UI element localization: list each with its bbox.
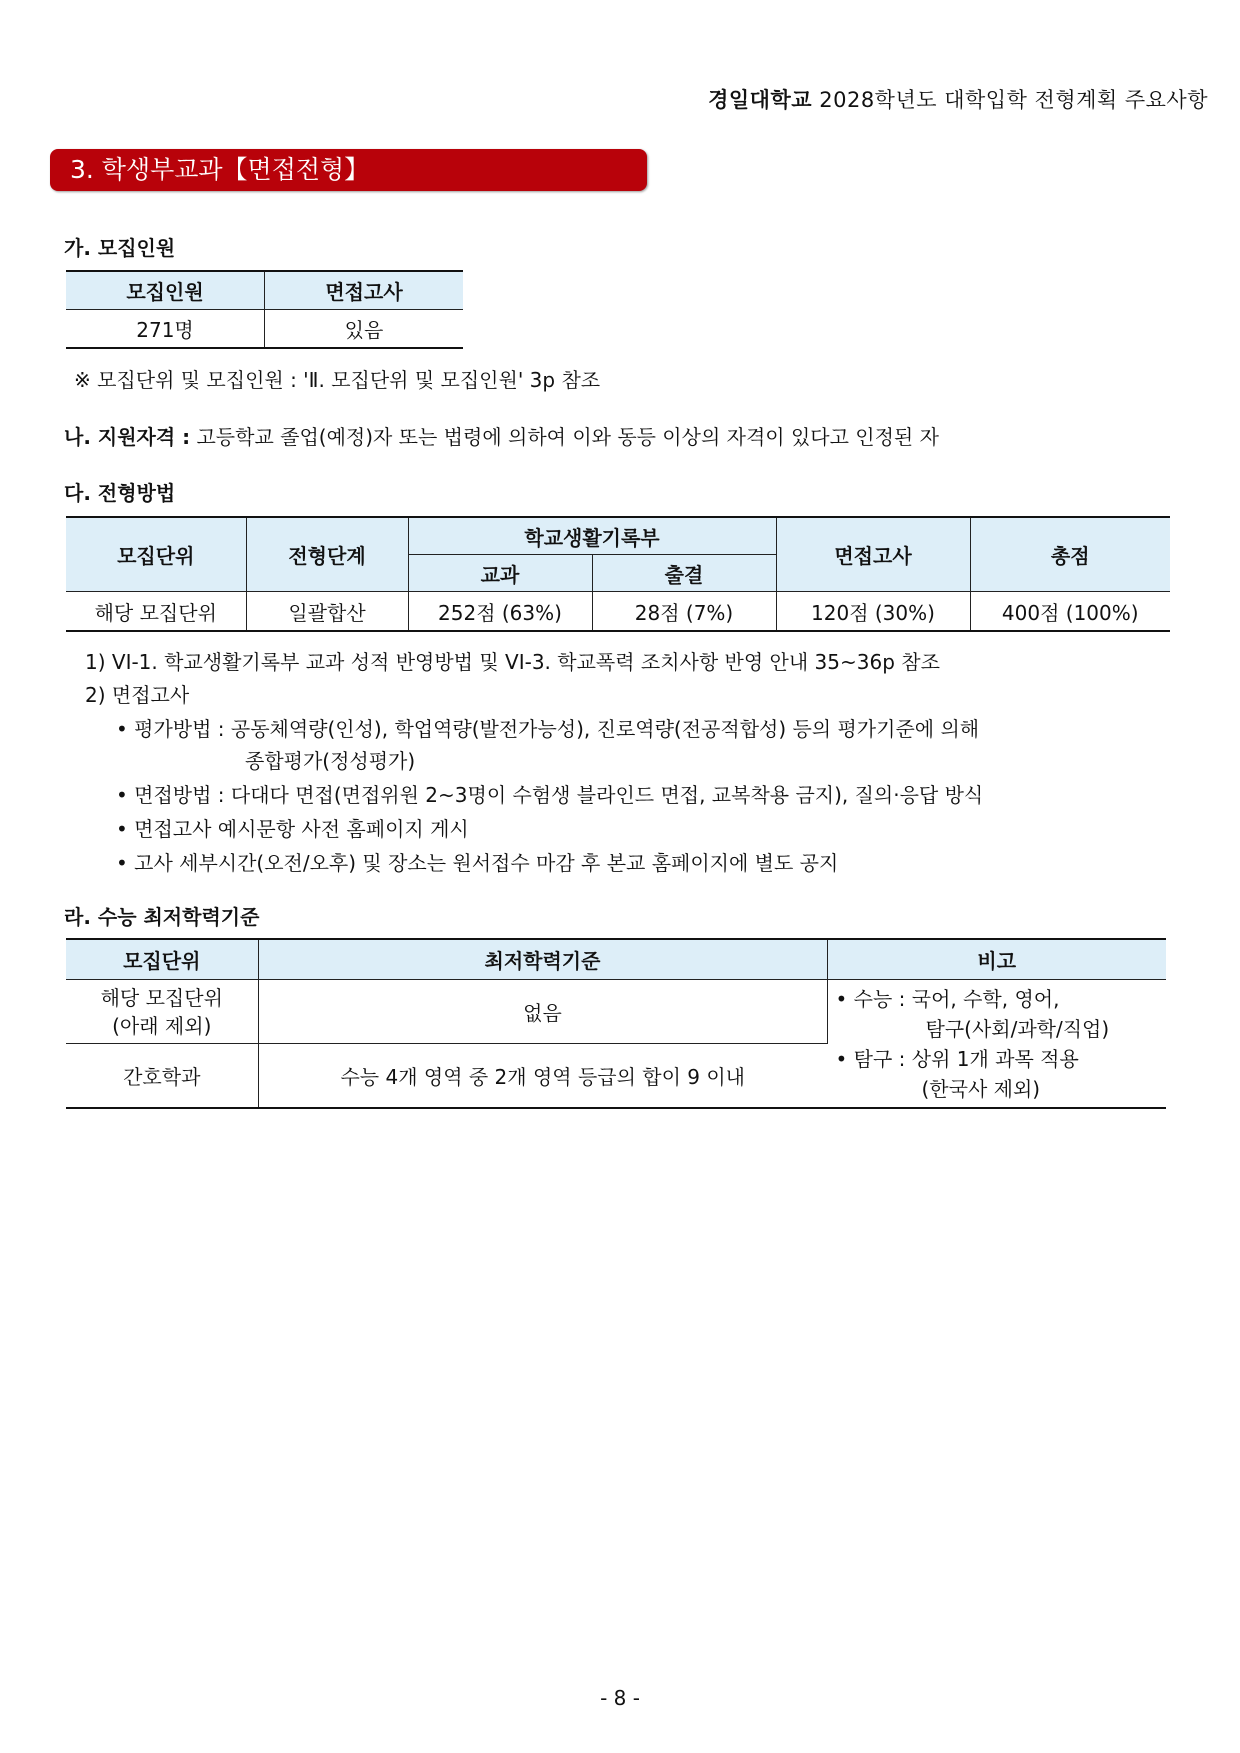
subsection-na [64, 421, 939, 450]
method-stage: 일괄합산 [246, 592, 408, 632]
standard-header-unit: 모집단위 [66, 939, 258, 980]
bullet-interview-method-text: 면접방법 : 다대다 면접(면접위원 2~3명이 수험생 블라인드 면접, 교복착용 금지), 질의·응답 방식 [134, 783, 984, 807]
selection-method-table [66, 516, 1170, 632]
standard-unit-general [66, 980, 258, 1044]
method-unit: 해당 모집단위 [66, 592, 246, 632]
bullet-evaluation [116, 713, 979, 742]
method-header-attend: 출결 [592, 555, 776, 592]
bullet-interview-method [116, 779, 983, 808]
standard-unit-nursing: 간호학과 [66, 1044, 258, 1109]
standard-note-line4: (한국사 제외) [921, 1076, 1041, 1101]
section-title-bar: 3. 학생부교과【면접전형】 [50, 149, 647, 191]
standard-note [827, 980, 1166, 1109]
method-header-interview: 면접고사 [776, 517, 970, 592]
method-note-1: 1) VI-1. 학교생활기록부 교과 성적 반영방법 및 VI-3. 학교폭력 조치사항 반영 안내 35~36p 참조 [85, 650, 940, 674]
method-header-subject: 교과 [408, 555, 592, 592]
bullet-dot: • [116, 817, 135, 841]
method-subject: 252점 (63%) [408, 592, 592, 632]
bullet-evaluation-cont: 종합평가(정성평가) [245, 749, 416, 773]
eligibility-text: 고등학교 졸업(예정)자 또는 법령에 의하여 이와 동등 이상의 자격이 있다고 인정된 자 [196, 425, 939, 449]
standard-header-note: 비고 [827, 939, 1166, 980]
page-header [708, 84, 1208, 114]
standard-note-line3: • 탐구 : 상위 1개 과목 적용 [835, 1046, 1079, 1071]
method-attend: 28점 (7%) [592, 592, 776, 632]
recruit-note: ※ 모집단위 및 모집인원 : 'Ⅱ. 모집단위 및 모집인원' 3p 참조 [74, 368, 601, 392]
recruit-header-interview: 면접고사 [265, 271, 464, 310]
standard-note-line1: • 수능 : 국어, 수학, 영어, [835, 986, 1060, 1011]
method-header-stage: 전형단계 [246, 517, 408, 592]
standard-unit-general-line1: 해당 모집단위 [100, 985, 223, 1010]
bullet-schedule [116, 847, 838, 876]
recruit-header-count: 모집인원 [66, 271, 265, 310]
standard-value-general: 없음 [258, 980, 827, 1044]
subsection-na-label: 나. 지원자격 : [64, 425, 191, 449]
method-header-total: 총점 [970, 517, 1170, 592]
bullet-schedule-text: 고사 세부시간(오전/오후) 및 장소는 원서접수 마감 후 본교 홈페이지에 별도 공지 [134, 851, 839, 875]
method-header-unit: 모집단위 [66, 517, 246, 592]
bullet-sample-questions [116, 813, 469, 842]
recruit-table [66, 270, 463, 349]
subsection-ra-title: 라. 수능 최저학력기준 [64, 905, 260, 929]
page-number: - 8 - [600, 1686, 640, 1710]
header-university: 경일대학교 [708, 88, 813, 112]
bullet-dot: • [116, 717, 135, 741]
method-interview: 120점 (30%) [776, 592, 970, 632]
bullet-evaluation-text: 평가방법 : 공동체역량(인성), 학업역량(발전가능성), 진로역량(전공적합성) 등의 평가기준에 의해 [134, 717, 980, 741]
standard-unit-general-line2: (아래 제외) [112, 1013, 212, 1038]
standard-value-nursing: 수능 4개 영역 중 2개 영역 등급의 합이 9 이내 [340, 1065, 745, 1089]
standard-note-line2: 탐구(사회/과학/직업) [925, 1016, 1110, 1041]
standard-header-standard: 최저학력기준 [258, 939, 827, 980]
recruit-interview: 있음 [344, 318, 384, 342]
bullet-dot: • [116, 783, 135, 807]
recruit-count: 271명 [66, 310, 265, 349]
subsection-ga-title: 가. 모집인원 [64, 236, 176, 260]
minimum-standard-table [66, 938, 1166, 1109]
method-note-2: 2) 면접고사 [85, 683, 190, 707]
method-total: 400점 (100%) [970, 592, 1170, 632]
bullet-dot: • [116, 851, 135, 875]
header-text: 2028학년도 대학입학 전형계획 주요사항 [819, 88, 1208, 112]
method-header-record: 학교생활기록부 [408, 517, 776, 555]
bullet-sample-questions-text: 면접고사 예시문항 사전 홈페이지 게시 [134, 817, 469, 841]
subsection-da-title: 다. 전형방법 [64, 481, 176, 505]
